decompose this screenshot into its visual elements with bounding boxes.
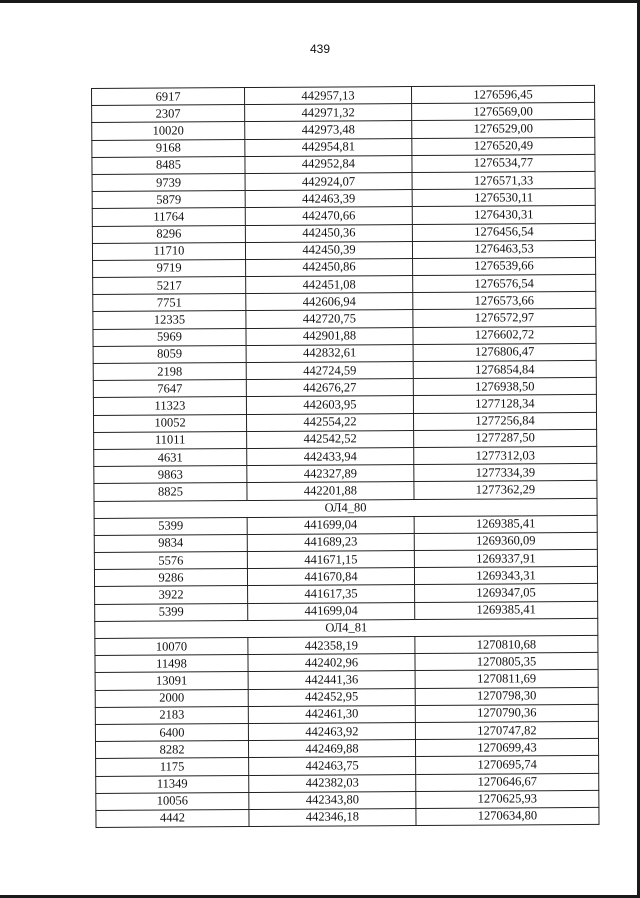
y-coordinate-cell: 1270810,68 [415,635,598,653]
x-coordinate-cell: 442720,75 [246,310,413,328]
page-number: 439 [309,42,331,56]
y-coordinate-cell: 1270634,80 [416,807,599,825]
point-number-cell: 2000 [95,689,248,707]
point-number-cell: 8296 [92,225,245,243]
x-coordinate-cell: 442901,88 [246,327,413,345]
point-number-cell: 6400 [95,723,248,741]
point-number-cell: 11323 [93,397,246,415]
point-number-cell: 8485 [92,156,245,174]
y-coordinate-cell: 1270790,36 [415,704,598,722]
x-coordinate-cell: 442450,86 [246,258,413,276]
y-coordinate-cell: 1277334,39 [414,464,597,482]
point-number-cell: 2307 [92,105,245,123]
point-number-cell: 5399 [94,517,247,535]
x-coordinate-cell: 442452,95 [248,688,415,706]
point-number-cell: 8059 [93,345,246,363]
point-number-cell: 5969 [93,328,246,346]
x-coordinate-cell: 442470,66 [245,207,412,225]
point-number-cell: 10070 [95,638,248,656]
point-number-cell: 9168 [92,139,245,157]
table-row [96,807,599,827]
y-coordinate-cell: 1276572,97 [413,309,596,327]
x-coordinate-cell: 442382,03 [249,774,416,792]
x-coordinate-cell: 442450,36 [245,224,412,242]
x-coordinate-cell: 442461,30 [248,705,415,723]
y-coordinate-cell: 1276806,47 [413,343,596,361]
y-coordinate-cell: 1270625,93 [416,790,599,808]
x-coordinate-cell: 442343,80 [249,791,416,809]
x-coordinate-cell: 442676,27 [246,379,413,397]
y-coordinate-cell: 1270646,67 [416,773,599,791]
y-coordinate-cell: 1276576,54 [413,274,596,292]
x-coordinate-cell: 442554,22 [246,413,413,431]
coordinates-table [91,85,600,828]
x-coordinate-cell: 442201,88 [247,482,414,500]
y-coordinate-cell: 1276573,66 [413,292,596,310]
y-coordinate-cell: 1269385,41 [415,601,598,619]
y-coordinate-cell: 1277362,29 [414,481,597,499]
y-coordinate-cell: 1276529,00 [412,120,595,138]
x-coordinate-cell: 442346,18 [249,808,416,826]
y-coordinate-cell: 1277312,03 [414,446,597,464]
y-coordinate-cell: 1270798,30 [415,687,598,705]
point-number-cell: 11011 [94,431,247,449]
point-number-cell: 12335 [93,311,246,329]
y-coordinate-cell: 1269337,91 [414,549,597,567]
x-coordinate-cell: 442451,08 [246,276,413,294]
y-coordinate-cell: 1269343,31 [414,567,597,585]
x-coordinate-cell: 442463,92 [248,722,415,740]
y-coordinate-cell: 1270699,43 [415,739,598,757]
point-number-cell: 5399 [95,603,248,621]
point-number-cell: 11710 [92,242,245,260]
y-coordinate-cell: 1276938,50 [413,378,596,396]
scan-border-top [0,0,640,3]
x-coordinate-cell: 442441,36 [248,671,415,689]
point-number-cell: 13091 [95,672,248,690]
x-coordinate-cell: 441689,23 [247,533,414,551]
point-number-cell: 10020 [92,122,245,140]
point-number-cell: 11764 [92,208,245,226]
y-coordinate-cell: 1269347,05 [415,584,598,602]
y-coordinate-cell: 1276596,45 [411,85,594,103]
x-coordinate-cell: 442463,75 [249,757,416,775]
point-number-cell: 9739 [92,173,245,191]
section-title: ОЛ4_81 [95,618,598,638]
point-number-cell: 4631 [94,448,247,466]
y-coordinate-cell: 1277256,84 [413,412,596,430]
x-coordinate-cell: 442606,94 [246,293,413,311]
x-coordinate-cell: 442450,39 [245,241,412,259]
point-number-cell: 8282 [95,741,248,759]
x-coordinate-cell: 442433,94 [247,447,414,465]
y-coordinate-cell: 1270811,69 [415,670,598,688]
point-number-cell: 5217 [93,277,246,295]
x-coordinate-cell: 442957,13 [245,87,412,105]
y-coordinate-cell: 1277287,50 [414,429,597,447]
y-coordinate-cell: 1270747,82 [415,721,598,739]
x-coordinate-cell: 442832,61 [246,344,413,362]
point-number-cell: 7751 [93,294,246,312]
y-coordinate-cell: 1270805,35 [415,653,598,671]
x-coordinate-cell: 442971,32 [245,104,412,122]
x-coordinate-cell: 442924,07 [245,172,412,190]
x-coordinate-cell: 442603,95 [246,396,413,414]
y-coordinate-cell: 1276854,84 [413,360,596,378]
y-coordinate-cell: 1276569,00 [412,103,595,121]
point-number-cell: 6917 [92,88,245,106]
point-number-cell: 7647 [93,380,246,398]
x-coordinate-cell: 442542,52 [247,430,414,448]
x-coordinate-cell: 441617,35 [248,585,415,603]
y-coordinate-cell: 1276456,54 [412,223,595,241]
x-coordinate-cell: 442463,39 [245,190,412,208]
point-number-cell: 9834 [94,534,247,552]
point-number-cell: 11349 [96,775,249,793]
point-number-cell: 8825 [94,483,247,501]
x-coordinate-cell: 442973,48 [245,121,412,139]
y-coordinate-cell: 1276571,33 [412,171,595,189]
y-coordinate-cell: 1276463,53 [412,240,595,258]
y-coordinate-cell: 1270695,74 [416,756,599,774]
point-number-cell: 4442 [96,809,249,827]
point-number-cell: 2198 [93,363,246,381]
point-number-cell: 9286 [94,569,247,587]
x-coordinate-cell: 442952,84 [245,155,412,173]
y-coordinate-cell: 1276534,77 [412,154,595,172]
point-number-cell: 10056 [96,792,249,810]
point-number-cell: 11498 [95,655,248,673]
y-coordinate-cell: 1269385,41 [414,515,597,533]
point-number-cell: 9863 [94,466,247,484]
y-coordinate-cell: 1276539,66 [413,257,596,275]
section-title: ОЛ4_80 [94,498,597,518]
x-coordinate-cell: 442954,81 [245,138,412,156]
y-coordinate-cell: 1276430,31 [412,206,595,224]
point-number-cell: 10052 [93,414,246,432]
point-number-cell: 2183 [95,706,248,724]
x-coordinate-cell: 442469,88 [248,740,415,758]
point-number-cell: 9719 [93,259,246,277]
x-coordinate-cell: 441699,04 [247,516,414,534]
point-number-cell: 3922 [95,586,248,604]
x-coordinate-cell: 441671,15 [247,551,414,569]
point-number-cell: 5879 [92,191,245,209]
coordinates-table-body [92,85,600,827]
x-coordinate-cell: 442402,96 [248,654,415,672]
x-coordinate-cell: 442358,19 [248,637,415,655]
x-coordinate-cell: 442724,59 [246,362,413,380]
point-number-cell: 1175 [96,758,249,776]
x-coordinate-cell: 441670,84 [247,568,414,586]
y-coordinate-cell: 1276602,72 [413,326,596,344]
point-number-cell: 5576 [94,552,247,570]
y-coordinate-cell: 1277128,34 [413,395,596,413]
y-coordinate-cell: 1269360,09 [414,532,597,550]
x-coordinate-cell: 441699,04 [248,602,415,620]
y-coordinate-cell: 1276530,11 [412,189,595,207]
y-coordinate-cell: 1276520,49 [412,137,595,155]
x-coordinate-cell: 442327,89 [247,465,414,483]
